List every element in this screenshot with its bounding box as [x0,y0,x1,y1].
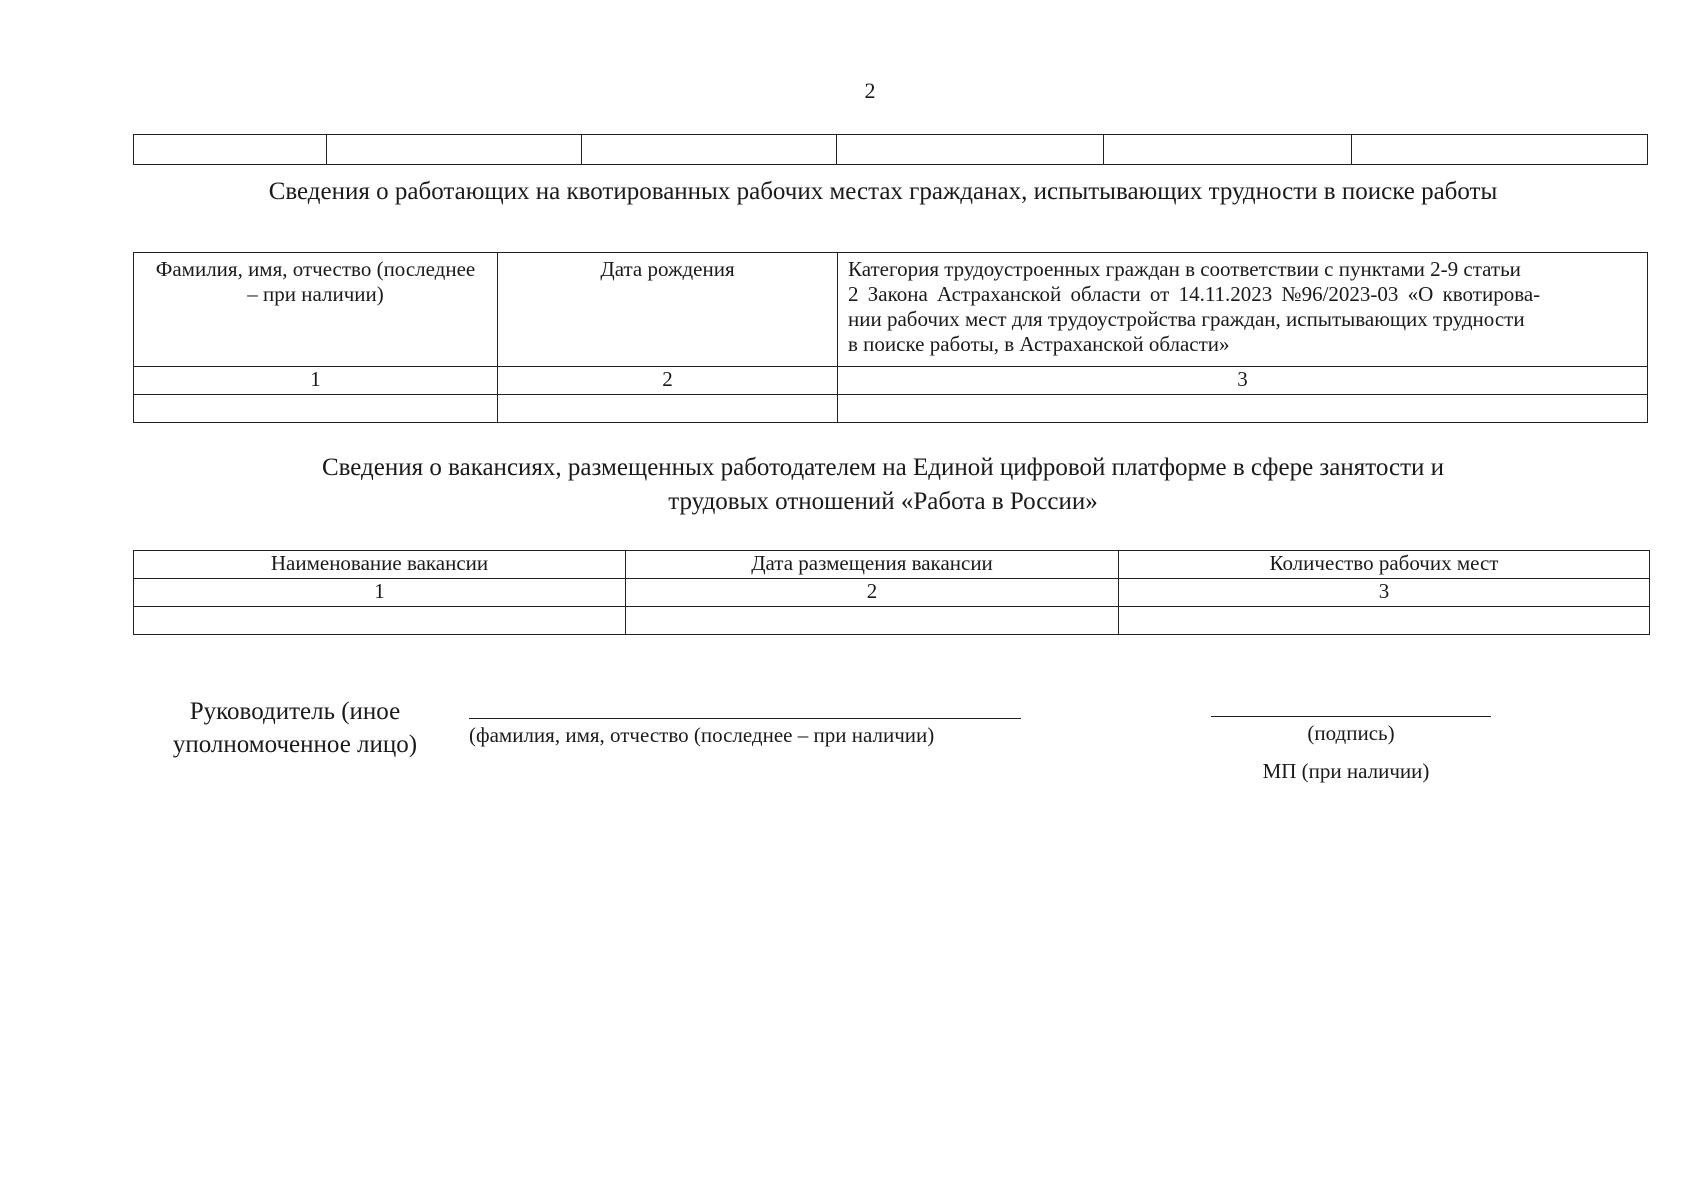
column-number-cell: 3 [1119,579,1650,607]
header-name-line2: – при наличии) [247,282,384,306]
table-cell [837,135,1104,165]
section-heading-vacancies [133,451,1633,519]
table-cell [626,607,1119,635]
table-row [134,135,1648,165]
header-cell-name [134,253,498,367]
table-row [134,607,1650,635]
table-cell [1119,607,1650,635]
signatory-title-line: Руководитель (иное [189,698,401,725]
signature-caption: (подпись) [1307,721,1395,745]
header-category-line: 2 Закона Астраханской области от 14.11.2023 №96/2023-03 «О квотирова- [848,282,1541,306]
page-number: 2 [864,78,876,103]
header-category-line: Категория трудоустроенных граждан в соответствии с пунктами 2-9 статьи [848,257,1521,281]
header-category-label [838,253,1647,357]
continued-table [133,134,1648,165]
column-number-cell: 1 [134,579,626,607]
table-header-row [134,253,1648,367]
quota-workers-table [133,252,1648,423]
header-cell-birth-date [498,253,838,367]
header-cell-posting-date: Дата размещения вакансии [626,551,1119,579]
section-heading-quota-workers: Сведения о работающих на квотированных рабочих местах гражданах, испытывающих трудности в поиске работы [268,178,1498,205]
table-number-row [134,579,1650,607]
vacancies-table [133,550,1650,635]
section-heading-line: Сведения о вакансиях, размещенных работодателем на Единой цифровой платформе в сфере занятости и [321,454,1445,481]
table-number-row [134,367,1648,395]
table-cell [134,135,327,165]
header-cell-category [838,253,1648,367]
header-cell-vacancy-name: Наименование вакансии [134,551,626,579]
header-cell-job-count: Количество рабочих мест [1119,551,1650,579]
name-caption: (фамилия, имя, отчество (последнее – при наличии) [469,723,935,747]
signatory-title-line: уполномоченное лицо) [172,731,418,758]
column-number-cell: 1 [134,367,498,395]
table-cell [1352,135,1648,165]
header-birth-date-label: Дата рождения [600,257,735,281]
column-number-cell: 2 [626,579,1119,607]
header-category-line: в поиске работы, в Астраханской области» [848,332,1230,356]
header-category-line: нии рабочих мест для трудоустройства граждан, испытывающих трудности [848,307,1525,331]
signature-line [1211,716,1491,717]
table-row [134,395,1648,423]
name-signature-line [469,718,1021,719]
column-number-cell: 3 [838,367,1648,395]
table-cell [134,607,626,635]
table-cell [327,135,582,165]
table-cell [1104,135,1352,165]
section-heading-line: трудовых отношений «Работа в России» [668,488,1098,515]
column-number-cell: 2 [498,367,838,395]
table-cell [838,395,1648,423]
stamp-caption: МП (при наличии) [1262,759,1430,783]
table-cell [498,395,838,423]
table-header-row [134,551,1650,579]
header-name-line1: Фамилия, имя, отчество (последнее [155,257,476,281]
signatory-title [155,695,435,761]
table-cell [582,135,837,165]
table-cell [134,395,498,423]
